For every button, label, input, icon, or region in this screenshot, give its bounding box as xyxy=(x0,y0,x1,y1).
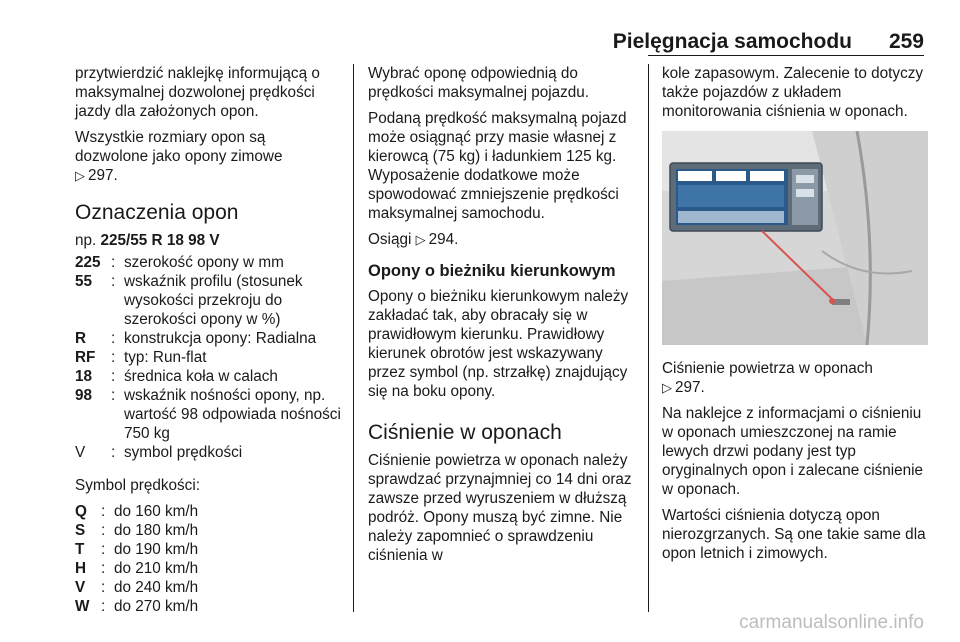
column-divider-left xyxy=(353,64,354,612)
tire-code-definitions xyxy=(75,253,341,462)
speed-desc: do 160 km/h xyxy=(114,503,199,520)
speed-symbol-list xyxy=(75,502,341,616)
speed-row xyxy=(75,540,341,559)
speed-desc: do 270 km/h xyxy=(114,598,199,615)
paragraph-performance-ref xyxy=(368,230,636,249)
definition-separator: : xyxy=(111,387,116,404)
speed-term: V xyxy=(75,579,86,596)
page-number: 259 xyxy=(888,30,924,53)
intro-paragraph-2-text: Wszystkie rozmiary opon są dozwolone jako opony zimowe xyxy=(75,129,283,165)
definition-desc: wskaźnik nośności opony, np. wartość 98 odpowiada nośności 750 kg xyxy=(124,387,341,442)
definition-term: 98 xyxy=(75,387,93,404)
heading-tire-markings: Oznaczenia opon xyxy=(75,201,239,224)
xref-link[interactable]: 297. xyxy=(675,379,705,396)
definition-desc: średnica koła w calach xyxy=(124,368,278,385)
speed-row xyxy=(75,521,341,540)
column-left xyxy=(75,64,341,623)
definition-separator: : xyxy=(101,560,106,577)
header-rule xyxy=(648,55,924,56)
definition-term: R xyxy=(75,330,87,347)
speed-term: W xyxy=(75,598,90,615)
speed-term: Q xyxy=(75,503,87,520)
definition-desc: szerokość opony w mm xyxy=(124,254,284,271)
definition-separator: : xyxy=(111,444,116,461)
xref-arrow-icon: ▷ xyxy=(662,380,672,395)
paragraph-label-location: Na naklejce z informacjami o ciśnieniu w oponach umieszczonej na ramie lewych drzwi podany jest typ oryginalnych opon i zalecane ciśnienie w oponach. xyxy=(662,405,924,498)
definition-row xyxy=(75,348,341,367)
definition-term: 18 xyxy=(75,368,93,385)
speed-desc: do 190 km/h xyxy=(114,541,199,558)
xref-arrow-icon: ▷ xyxy=(415,232,426,247)
paragraph-max-speed: Podaną prędkość maksymalną pojazd może osiągnąć przy masie własnej z kierowcą (75 kg) i ładunkiem 125 kg. Wyposażenie dodatkowe może spowodować zmniejszenie prędkości maksymalnej samochodu. xyxy=(368,110,627,222)
definition-row xyxy=(75,386,341,443)
paragraph-pressure-ref xyxy=(662,359,928,397)
definition-separator: : xyxy=(111,349,116,366)
speed-term: T xyxy=(75,541,85,558)
definition-separator: : xyxy=(111,330,116,347)
definition-row xyxy=(75,367,341,386)
example-line xyxy=(75,231,341,250)
definition-separator: : xyxy=(101,522,106,539)
definition-separator: : xyxy=(101,503,106,520)
tire-pressure-label-illustration xyxy=(662,131,928,345)
example-code: 225/55 R 18 98 V xyxy=(100,232,220,249)
xref-link[interactable]: 294. xyxy=(428,231,459,248)
xref-link[interactable]: 297. xyxy=(88,167,118,184)
definition-separator: : xyxy=(101,579,106,596)
speed-row xyxy=(75,597,341,616)
intro-paragraph-2 xyxy=(75,128,341,185)
speed-row xyxy=(75,559,341,578)
paragraph-tire-pressure: Ciśnienie powietrza w oponach należy sprawdzać przynajmniej co 14 dni oraz zawsze przed wyruszeniem w dłuższą podróż. Opony muszą być zimne. Nie należy zapomnieć o sprawdzeniu ciśnienia w xyxy=(368,452,632,564)
definition-desc: wskaźnik profilu (stosunek wysokości przekroju do szerokości opony w %) xyxy=(124,273,303,328)
definition-row xyxy=(75,443,341,462)
speed-desc: do 210 km/h xyxy=(114,560,199,577)
page-header xyxy=(0,0,960,54)
speed-row xyxy=(75,502,341,521)
performance-text: Osiągi xyxy=(368,231,412,248)
definition-desc: typ: Run-flat xyxy=(124,349,207,366)
column-divider-right xyxy=(648,64,649,612)
speed-term: S xyxy=(75,522,86,539)
definition-desc: konstrukcja opony: Radialna xyxy=(124,330,317,347)
intro-paragraph-1: przytwierdzić naklejkę informującą o maksymalnej dozwolonej prędkości jazdy dla założonych opon. xyxy=(75,65,320,120)
definition-term: RF xyxy=(75,349,96,366)
xref-arrow-icon: ▷ xyxy=(75,168,85,183)
definition-term: 225 xyxy=(75,254,101,271)
definition-row xyxy=(75,253,341,272)
definition-row xyxy=(75,329,341,348)
speed-row xyxy=(75,578,341,597)
definition-separator: : xyxy=(101,541,106,558)
definition-separator: : xyxy=(111,273,116,290)
paragraph-choose-tire: Wybrać oponę odpowiednią do prędkości maksymalnej pojazdu. xyxy=(368,65,590,101)
pressure-ref-text: Ciśnienie powietrza w oponach xyxy=(662,360,873,377)
definition-desc: symbol prędkości xyxy=(124,444,243,461)
definition-separator: : xyxy=(111,254,116,271)
heading-tire-pressure: Ciśnienie w oponach xyxy=(368,421,562,444)
column-right xyxy=(662,64,928,570)
heading-directional-tires: Opony o bieżniku kierunkowym xyxy=(368,262,616,280)
speed-desc: do 180 km/h xyxy=(114,522,199,539)
door-frame-drawing xyxy=(662,131,928,345)
column-middle xyxy=(368,64,636,572)
watermark: carmanualsonline.info xyxy=(739,612,924,633)
definition-term: 55 xyxy=(75,273,93,290)
definition-separator: : xyxy=(111,368,116,385)
paragraph-directional-tires: Opony o bieżniku kierunkowym należy zakładać tak, aby obracały się w prawidłowym kierunku. Prawidłowy kierunek obrotów jest wskazywany przez symbol (np. strzałkę) znajdujący się na boku opony. xyxy=(368,288,629,400)
definition-row xyxy=(75,272,341,329)
speed-term: H xyxy=(75,560,87,577)
definition-separator: : xyxy=(101,598,106,615)
paragraph-cold-tires: Wartości ciśnienia dotyczą opon nierozgrzanych. Są one takie same dla opon letnich i zimowych. xyxy=(662,507,926,562)
example-prefix: np. xyxy=(75,232,97,249)
paragraph-spare-wheel: kole zapasowym. Zalecenie to dotyczy także pojazdów z układem monitorowania ciśnienia w oponach. xyxy=(662,65,924,120)
section-title: Pielęgnacja samochodu xyxy=(612,30,852,53)
speed-desc: do 240 km/h xyxy=(114,579,199,596)
speed-symbol-heading: Symbol prędkości: xyxy=(75,477,200,494)
definition-term: V xyxy=(75,444,86,461)
